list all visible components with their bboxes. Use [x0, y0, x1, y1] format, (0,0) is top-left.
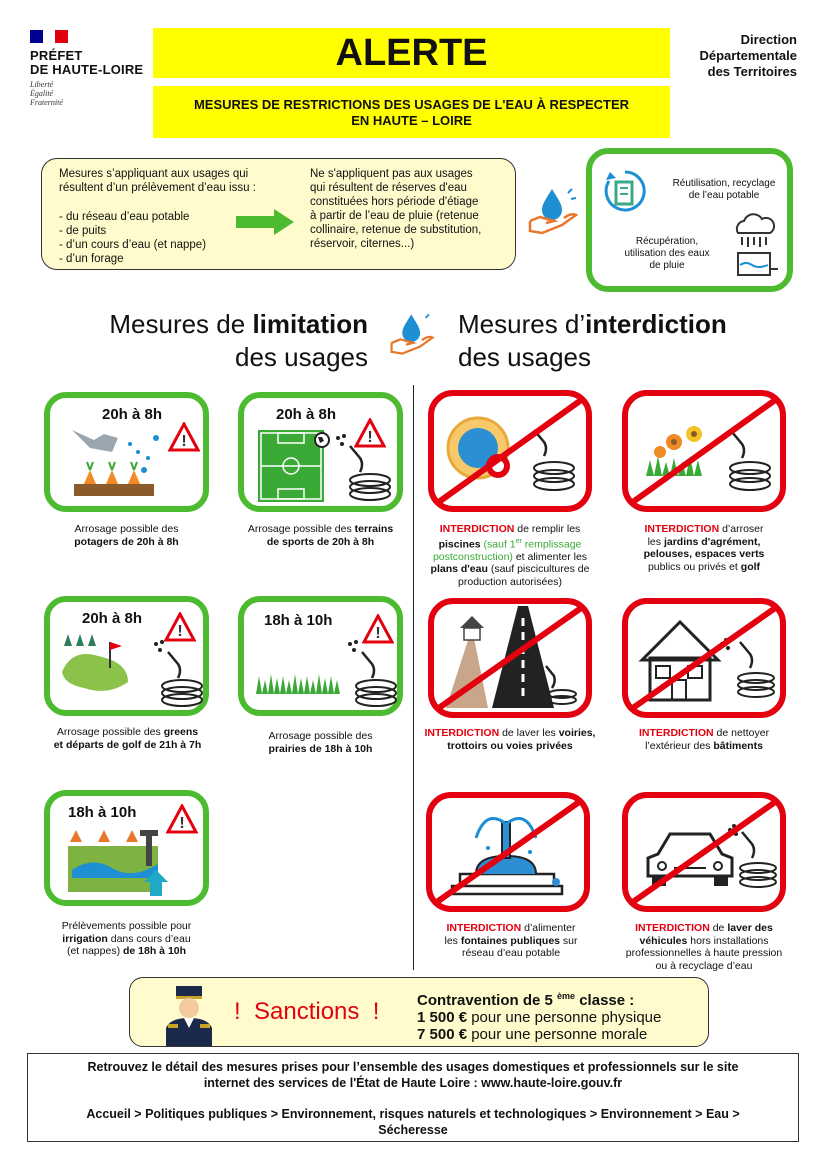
prefet-logo: [30, 30, 143, 107]
sanctions-title: Contravention de 5: [417, 992, 558, 1009]
motto-fraternite: Fraternité: [30, 98, 63, 107]
caption-line: terrains: [354, 523, 394, 535]
alerte-title: ALERTE: [335, 31, 488, 74]
caption-line: de laver les: [499, 727, 559, 739]
caption-line: véhicules: [639, 934, 688, 947]
rain-line-3: de pluie: [649, 260, 685, 271]
caption-line: jardins d'agrément,: [663, 535, 761, 548]
rain-text: [608, 236, 726, 272]
svg-text:!: !: [179, 815, 185, 832]
ddt-line-3: des Territoires: [707, 64, 797, 79]
not-applies-line: à partir de l’eau de pluie (retenue: [310, 210, 479, 222]
footer-line-1: Retrouvez le détail des mesures prises pour l’ensemble des usages domestiques et professionnels sur le site: [87, 1060, 739, 1074]
time-label: 18h à 10h: [264, 612, 333, 629]
caption-line: de: [709, 922, 728, 934]
motto-egalite: Égalité: [30, 89, 54, 98]
golf-green-icon: [58, 632, 132, 692]
interdiction-card-voiries: [428, 598, 592, 718]
house-forbidden-icon: [622, 598, 786, 718]
caption-golf: [40, 726, 215, 751]
limitation-heading-pre: Mesures de: [109, 309, 253, 339]
limitation-heading-post: des usages: [235, 342, 368, 372]
limitation-card-prairies: [238, 596, 403, 716]
caption-line: ou à recyclage d’eau: [655, 959, 753, 972]
sanctions-box: [129, 977, 709, 1047]
arrow-right-icon: [236, 209, 296, 235]
interdiction-word: INTERDICTION: [439, 523, 515, 535]
caption-line: Arrosage possible des: [74, 523, 179, 535]
applies-intro-2: résultent d’un prélèvement d’eau issu :: [59, 182, 256, 194]
caption-line: l’extérieur des: [645, 739, 714, 752]
fine-amount: 1 500 €: [417, 1009, 468, 1026]
reuse-line-2: de l’eau potable: [688, 190, 760, 201]
caption-line: publics ou privés et: [647, 560, 741, 573]
interdiction-heading-pre: Mesures d’: [458, 309, 586, 339]
gendarme-icon: [160, 984, 218, 1046]
caption-jardins: [622, 523, 786, 573]
caption-line: (et nappes): [66, 945, 123, 957]
caption-line: irrigation: [62, 932, 108, 945]
limitation-heading-bold: limitation: [252, 309, 368, 339]
caption-line: d’arroser: [719, 523, 764, 535]
rain-line-2: utilisation des eaux: [624, 248, 710, 259]
interdiction-word: INTERDICTION: [644, 523, 720, 535]
fine-text: pour une personne morale: [467, 1026, 648, 1043]
caption-line: piscines: [438, 538, 481, 550]
footer-line-2: internet des services de l'État de Haute Loire : www.haute-loire.gouv.fr: [203, 1076, 623, 1090]
scope-box: [41, 158, 516, 270]
ddt-block: [672, 32, 797, 80]
caption-line: pelouses, espaces verts: [643, 548, 765, 560]
fine-amount: 7 500 €: [417, 1026, 468, 1043]
not-applies-line: réservoir, citernes...): [310, 238, 415, 250]
recycle-water-icon: [602, 166, 648, 216]
caption-line: réseau d’eau potable: [461, 947, 561, 959]
time-label: 20h à 8h: [82, 610, 143, 627]
sanctions-label: ! Sanctions !: [234, 998, 380, 1025]
source-item: - du réseau d’eau potable: [59, 211, 190, 223]
caption-line: de nettoyer: [713, 727, 770, 739]
prefet-name-1: PRÉFET: [30, 48, 83, 63]
caption-line: greens: [163, 726, 199, 738]
ddt-line-1: Direction: [740, 32, 797, 47]
svg-text:!: !: [375, 625, 381, 642]
caption-line: plans d'eau: [430, 563, 488, 575]
interdiction-word: INTERDICTION: [446, 922, 522, 934]
limitation-heading: [40, 308, 368, 374]
caption-fontaines: [426, 922, 596, 960]
hand-water-drop-icon: [526, 185, 582, 237]
rain-collector-icon: [728, 209, 780, 281]
caption-line: remplissage: [521, 538, 582, 550]
reuse-line-1: Réutilisation, recyclage: [672, 178, 776, 189]
alerte-banner: [153, 28, 670, 78]
caption-line: golf: [740, 560, 761, 573]
interdiction-word: INTERDICTION: [635, 922, 710, 934]
caption-line: voiries,: [558, 727, 596, 739]
sanctions-title-end: classe :: [575, 992, 635, 1009]
limitation-card-irrigation: [44, 790, 209, 906]
caption-line: postconstruction): [432, 550, 513, 563]
car-forbidden-icon: [622, 792, 786, 912]
caption-line: de sports de 20h à 8h: [266, 535, 375, 548]
caption-line: laver des: [727, 922, 773, 934]
interdiction-word: INTERDICTION: [638, 727, 714, 739]
svg-text:!: !: [177, 623, 183, 640]
svg-text:!: !: [367, 429, 373, 446]
subtitle-banner: [153, 86, 670, 138]
hose-sprinkler-icon: [326, 638, 406, 708]
limitation-card-golf: [44, 596, 209, 716]
caption-line: Prélèvements possible pour: [61, 920, 192, 932]
fountain-forbidden-icon: [426, 792, 590, 912]
hose-sprinkler-icon: [314, 432, 394, 502]
caption-line: production autorisées): [458, 575, 562, 588]
interdiction-card-fontaines: [426, 792, 590, 912]
road-forbidden-icon: [428, 598, 592, 718]
reuse-box: [586, 148, 793, 292]
caption-voiries: [415, 727, 605, 752]
caption-line: dans cours d’eau: [107, 932, 191, 945]
caption-line: Arrosage possible des: [56, 726, 164, 738]
caption-sports: [238, 523, 403, 548]
caption-line: er: [515, 537, 522, 545]
subtitle-line-1: MESURES DE RESTRICTIONS DES USAGES DE L'EAU À RESPECTER: [193, 97, 630, 112]
caption-line: (sauf 1: [480, 538, 516, 550]
interdiction-heading-post: des usages: [458, 342, 591, 372]
caption-piscines: [425, 523, 595, 588]
prefet-name-2: DE HAUTE-LOIRE: [30, 62, 144, 77]
time-label: 20h à 8h: [102, 406, 163, 423]
caption-line: de remplir les: [514, 523, 581, 535]
footer-breadcrumb-1: Accueil > Politiques publiques > Environnement, risques naturels et technologiques > Environnement > Eau >: [86, 1107, 740, 1121]
interdiction-card-jardins: [622, 390, 786, 512]
column-divider: [413, 385, 414, 970]
source-item: - d’un forage: [59, 253, 124, 265]
svg-text:!: !: [181, 433, 187, 450]
caption-batiments: [622, 727, 786, 752]
motto-liberte: Liberté: [30, 80, 54, 89]
river-pump-icon: [68, 826, 172, 896]
scope-applies: [59, 167, 256, 266]
interdiction-word: INTERDICTION: [424, 727, 500, 739]
caption-potagers: [44, 523, 209, 548]
caption-line: trottoirs ou voies privées: [447, 739, 573, 752]
source-item: - de puits: [59, 225, 107, 237]
caption-line: les: [444, 934, 461, 947]
caption-line: d’alimenter: [521, 922, 576, 934]
source-item: - d’un cours d’eau (et nappe): [59, 239, 207, 251]
caption-line: de 18h à 10h: [123, 945, 187, 957]
applies-intro-1: Mesures s’appliquant aux usages qui: [59, 168, 249, 180]
caption-prairies: [238, 730, 403, 755]
scope-not-applies: [310, 167, 481, 251]
interdiction-heading: [458, 308, 727, 374]
caption-line: potagers de 20h à 8h: [74, 535, 179, 548]
not-applies-line: Ne s'appliquent pas aux usages: [310, 168, 473, 180]
footer-breadcrumb-2: Sécheresse: [378, 1123, 448, 1137]
reuse-text: [658, 178, 790, 202]
french-flag-icon: [30, 30, 68, 43]
caption-line: et alimenter les: [512, 550, 588, 563]
pool-forbidden-icon: [428, 390, 592, 512]
watering-can-vegetables-icon: [68, 418, 178, 500]
sanctions-detail: [417, 988, 661, 1043]
footer-box: [27, 1053, 799, 1142]
interdiction-card-batiments: [622, 598, 786, 718]
limitation-card-sports: [238, 392, 403, 512]
not-applies-line: qui résultent de réserves d'eau: [310, 182, 467, 194]
hand-water-drop-icon: [388, 308, 438, 360]
limitation-card-potagers: [44, 392, 209, 512]
rain-line-1: Récupération,: [635, 236, 699, 247]
interdiction-card-vehicules: [622, 792, 786, 912]
time-label: 20h à 8h: [276, 406, 337, 423]
sanctions-title-sup: ème: [557, 991, 576, 1001]
caption-line: (sauf piscicultures de: [487, 563, 590, 575]
caption-line: professionnelles à haute pression: [625, 947, 783, 959]
subtitle-line-2: EN HAUTE – LOIRE: [351, 113, 472, 128]
caption-line: sur: [560, 934, 578, 947]
caption-line: bâtiments: [713, 739, 763, 752]
hose-sprinkler-icon: [132, 638, 212, 708]
time-label: 18h à 10h: [68, 804, 137, 821]
caption-line: hors installations: [687, 934, 769, 947]
fine-text: pour une personne physique: [467, 1009, 662, 1026]
not-applies-line: constituées hors période d'étiage: [310, 196, 479, 208]
caption-line: fontaines publiques: [460, 934, 560, 947]
caption-irrigation: [44, 920, 209, 958]
ddt-line-2: Départementale: [699, 48, 797, 63]
caption-line: et départs de golf de 21h à 7h: [53, 738, 202, 751]
caption-line: Arrosage possible des: [268, 730, 373, 742]
caption-line: Arrosage possible des: [247, 523, 355, 535]
caption-line: les: [647, 535, 664, 548]
not-applies-line: collinaire, retenue de substitution,: [310, 224, 482, 236]
interdiction-heading-bold: interdiction: [585, 309, 727, 339]
caption-vehicules: [618, 922, 790, 972]
garden-forbidden-icon: [622, 390, 786, 512]
interdiction-card-piscines: [428, 390, 592, 512]
caption-line: prairies de 18h à 10h: [268, 742, 373, 755]
